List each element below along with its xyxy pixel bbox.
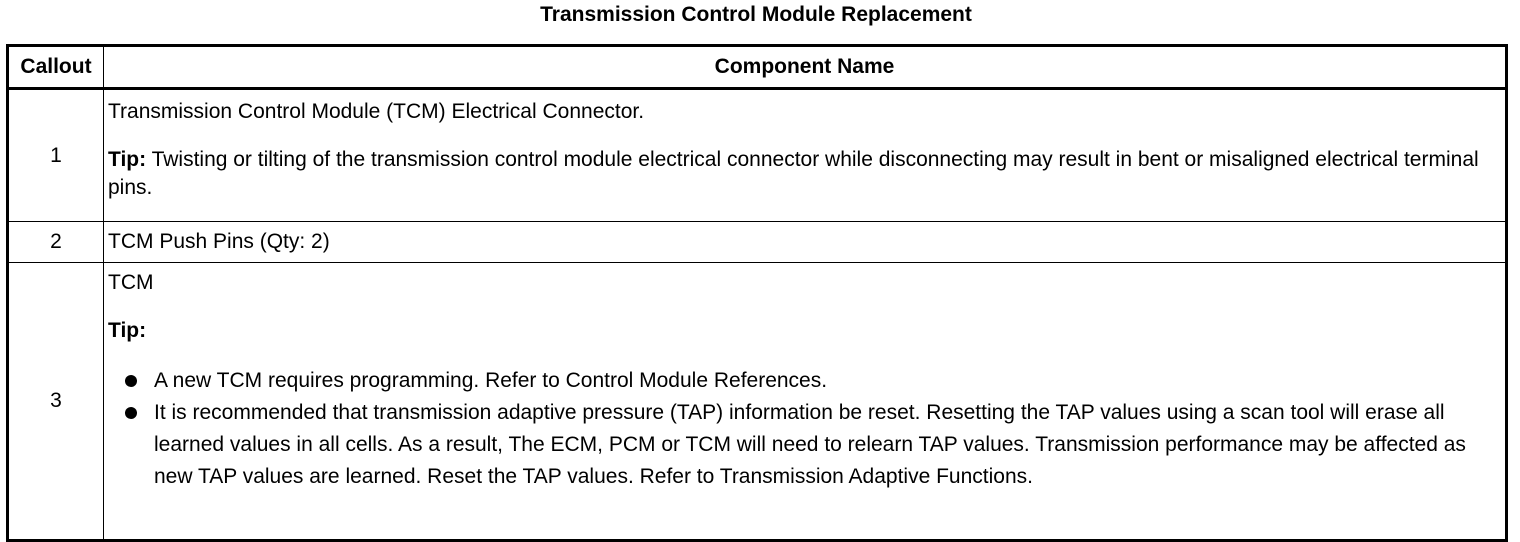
table-header-row [8,46,1507,89]
component-name: TCM [108,271,154,294]
callout-number: 1 [8,89,104,222]
tip-paragraph [108,146,1501,202]
bullet-text: It is recommended that transmission adaptive pressure (TAP) information be reset. Resetting the TAP values using a scan tool will erase all learned values in all cells. As a result, The ECM, PCM or TCM will need to relearn TAP values. Transmission performance may be affected as new TAP values are learned. Reset the TAP values. Refer to Transmission Adaptive Functions. [154,401,1466,488]
table-row [8,263,1507,541]
tip-label: Tip: [108,148,147,171]
tip-paragraph [108,317,1501,345]
component-description [104,89,1507,222]
list-item [108,365,1501,397]
table-row [8,89,1507,222]
page-title: Transmission Control Module Replacement [540,3,972,26]
list-item [108,397,1501,493]
component-name: Transmission Control Module (TCM) Electrical Connector. [108,100,645,123]
callout-number: 2 [8,222,104,263]
callout-number: 3 [8,263,104,541]
component-description [104,222,1507,263]
bullet-text: A new TCM requires programming. Refer to Control Module References. [154,369,828,392]
tip-text: Twisting or tilting of the transmission control module electrical connector while disconnecting may result in bent or misaligned electrical terminal pins. [108,148,1479,199]
callout-table [6,44,1508,542]
header-callout: Callout [8,46,104,89]
tip-label: Tip: [108,319,147,342]
header-component-name: Component Name [104,46,1507,89]
table-row [8,222,1507,263]
bullet-icon [125,407,137,419]
component-name: TCM Push Pins (Qty: 2) [108,230,330,253]
component-description [104,263,1507,541]
bullet-icon [125,375,137,387]
tip-bullet-list [108,365,1501,493]
